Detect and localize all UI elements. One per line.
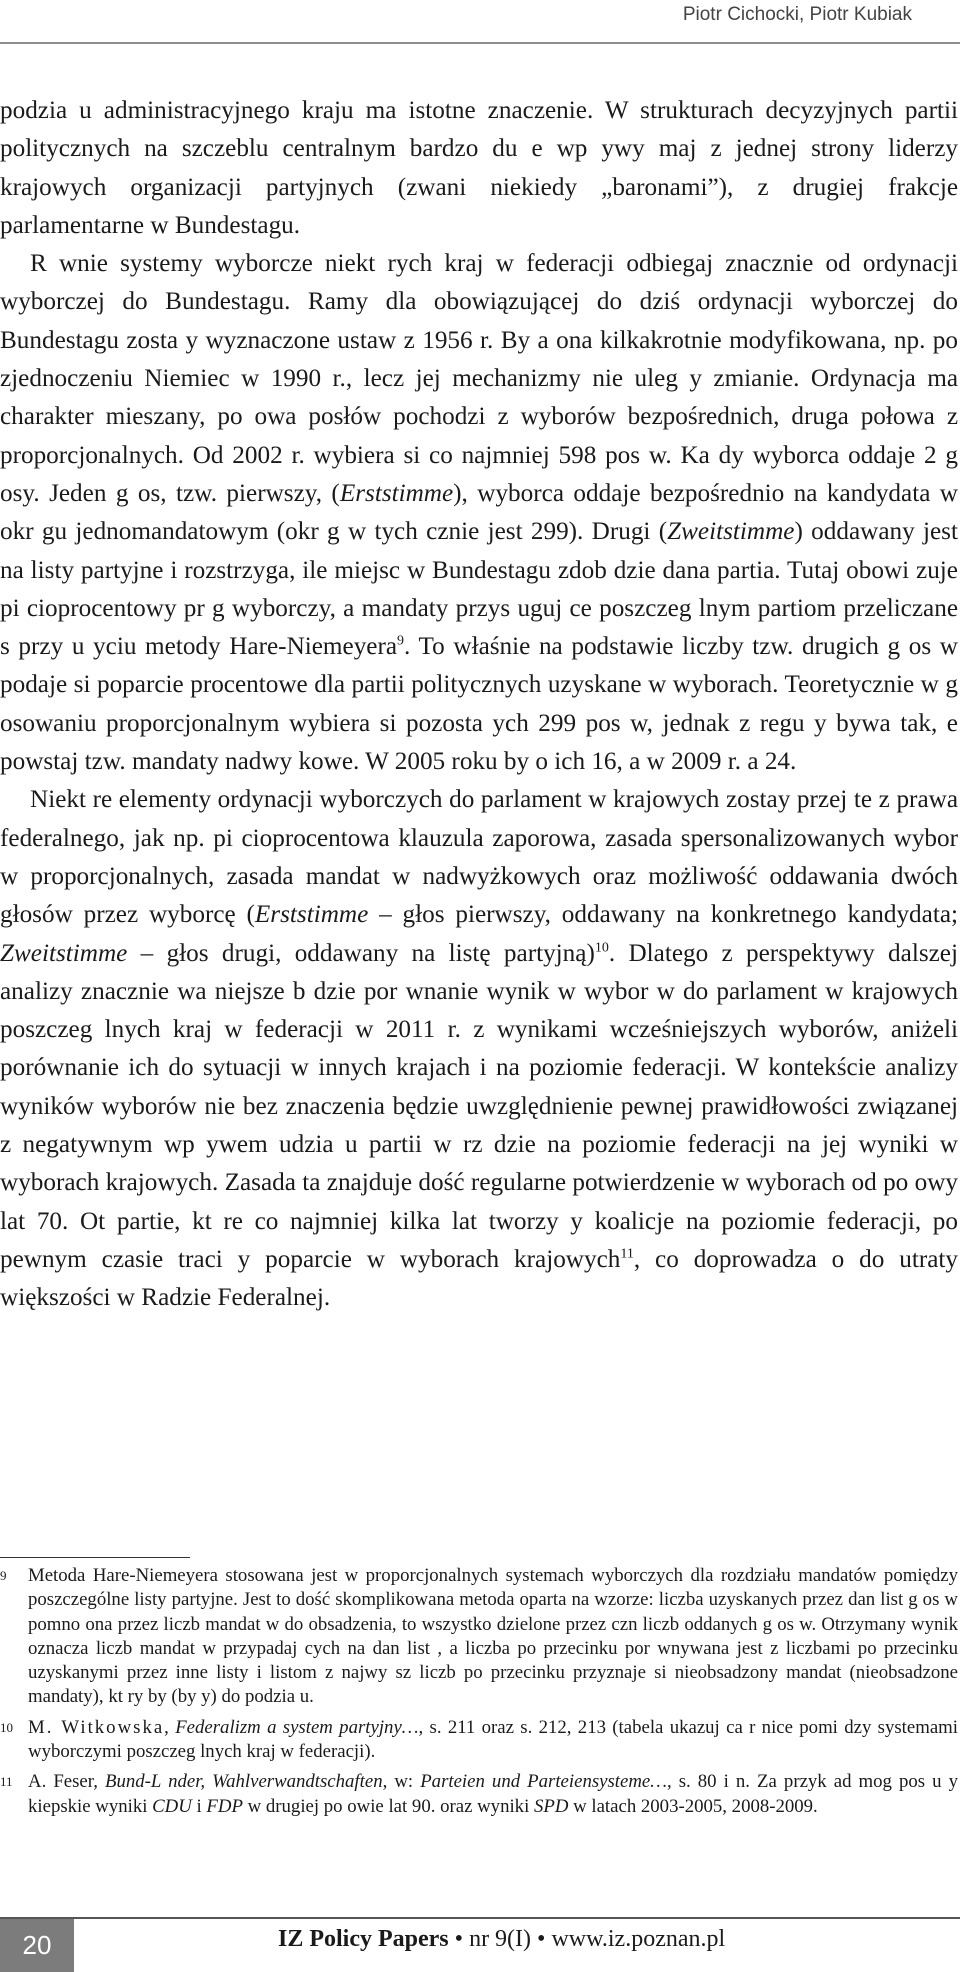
footnote-ref-11[interactable]: 11 [620,1246,634,1262]
footnote-10: 10 M. Witkowska, Federalizm a system partyjny…, s. 211 oraz s. 212, 213 (tabela ukazuj ca r nice pomi dzy systemami wyborczymi poszczeg lnych kraj w federacji). [0,1716,959,1763]
footnote-9: 9 Metoda Hare-Niemeyera stosowana jest w proporcjonalnych systemach wyborczych dla rozdziału mandatów pomiędzy poszczególne listy partyjne. Jest to dość skomplikowana metoda oparta na wzorze: liczba uzyskanych przez dan list g os w pomno ona przez liczb mandat w do obsadzenia, to wszystko dzielone przez czn liczb oddanych g os w. Otrzymany wynik oznacza liczb mandat w przypadaj cych na dan list , a liczba po przecinku por wnywana jest z liczbami po przecinku uzyskanymi przez inne listy i listom z najwy sz liczb po przecinku przyznaje si nieobsadzony mandat (nieobsadzone mandaty), kt ry by (by y) do podzia u. [0,1565,958,1708]
footnotes [0,1564,958,1819]
page-number: 20 [0,1919,74,1972]
website-link[interactable]: www.iz.poznan.pl [551,1926,726,1952]
footnote-rule [0,1557,190,1558]
issue-number: nr 9(I) [469,1926,532,1952]
footnote-ref-9[interactable]: 9 [397,633,405,649]
footnote-number: 9 [0,1568,7,1583]
footnote-ref-10[interactable]: 10 [594,940,609,956]
series-title: IZ Policy Papers [278,1926,449,1952]
footnote-number: 10 [0,1719,13,1735]
body-text [0,92,958,1318]
header-rule [0,42,960,44]
paragraph-1: podzia u administracyjnego kraju ma istotne znaczenie. W strukturach decyzyjnych partii politycznych na szczeblu centralnym bardzo du e wp ywy maj z jednej strony liderzy krajowych organizacji partyjnych (zwani niekiedy „baronami”), z drugiej frakcje parlamentarne w Bundestagu. [0,97,958,239]
paragraph-2: R wnie systemy wyborcze niekt rych kraj w federacji odbiegaj znacznie od ordynacji wyborczej do Bundestagu. Ramy dla obowiązującej do dziś ordynacji wyborczej do Bundestagu zosta y wyznaczone ustaw z 1956 r. By a ona kilkakrotnie modyfikowana, np. po zjednoczeniu Niemiec w 1990 r., lecz jej mechanizmy nie uleg y zmianie. Ordynacja ma charakter mieszany, po owa posłów pochodzi z wyborów bezpośrednich, druga połowa z proporcjonalnych. Od 2002 r. wybiera si co najmniej 598 pos w. Ka dy wyborca oddaje 2 g osy. Jeden g os, tzw. pierwszy, (Erststimme), wyborca oddaje bezpośrednio na kandydata w okr gu jednomandatowym (okr g w tych cznie jest 299). Drugi (Zweitstimme) oddawany jest na listy partyjne i rozstrzyga, ile miejsc w Bundestagu zdob dzie dana partia. Tutaj obowi zuje pi cioprocentowy pr g wyborczy, a mandaty przys uguj ce poszczeg lnym partiom przeliczane s przy u yciu metody Hare-Niemeyera$^9$. To właśnie na podstawie liczby tzw. drugich g os w podaje si poparcie procentowe dla partii politycznych uzyskane w wyborach. Teoretycznie w g osowaniu proporcjonalnym wybiera si pozosta ych 299 pos w, jednak z regu y bywa tak, e powstaj tzw. mandaty nadwy kowe. W 2005 roku by o ich 16, a w 2009 r. a 24. [0,250,958,776]
footer-rule [0,1917,960,1919]
footnote-11: 11 A. Feser, Bund-L nder, Wahlverwandtschaften, w: Parteien und Parteiensysteme…, s. 80 i n. Za przyk ad mog pos u y kiepskie wyniki CDU i FDP w drugiej po owie lat 90. oraz wyniki SPD w latach 2003-2005, 2008-2009. [0,1771,958,1817]
running-header: Piotr Cichocki, Piotr Kubiak [682,4,912,25]
paragraph-3: Niekt re elementy ordynacji wyborczych do parlament w krajowych zostay przej te z prawa federalnego, jak np. pi cioprocentowa klauzula zaporowa, zasada spersonalizowanych wybor w proporcjonalnych, zasada mandat w nadwyżkowych oraz możliwość oddawania dwóch głosów przez wyborcę (Erststimme – głos pierwszy, oddawany na konkretnego kandydata; Zweitstimme – głos drugi, oddawany na listę partyjną)$^{10}$. Dlatego z perspektywy dalszej analizy znacznie wa niejsze b dzie por wnanie wynik w wybor w do parlament w krajowych poszczeg lnych kraj w federacji w 2011 r. z wynikami wcześniejszych wyborów, aniżeli porównanie ich do sytuacji w innych krajach i na poziomie federacji. W kontekście analizy wyników wyborów nie bez znaczenia będzie uwzględnienie pewnej prawidłowości związanej z negatywnym wp ywem udzia u partii w rz dzie na poziomie federacji na jej wyniki w wyborach krajowych. Zasada ta znajduje dość regularne potwierdzenie w wyborach od po owy lat 70. Ot partie, kt re co najmniej kilka lat tworzy y koalicje na poziomie federacji, po pewnym czasie traci y poparcie w wyborach krajowych$^{11}$, co doprowadza o do utraty większości w Radzie Federalnej. [0,786,958,1312]
footer-publication: IZ Policy Papers • nr 9(I) • www.iz.poznan.pl [278,1926,726,1952]
footnote-number: 11 [0,1774,13,1790]
